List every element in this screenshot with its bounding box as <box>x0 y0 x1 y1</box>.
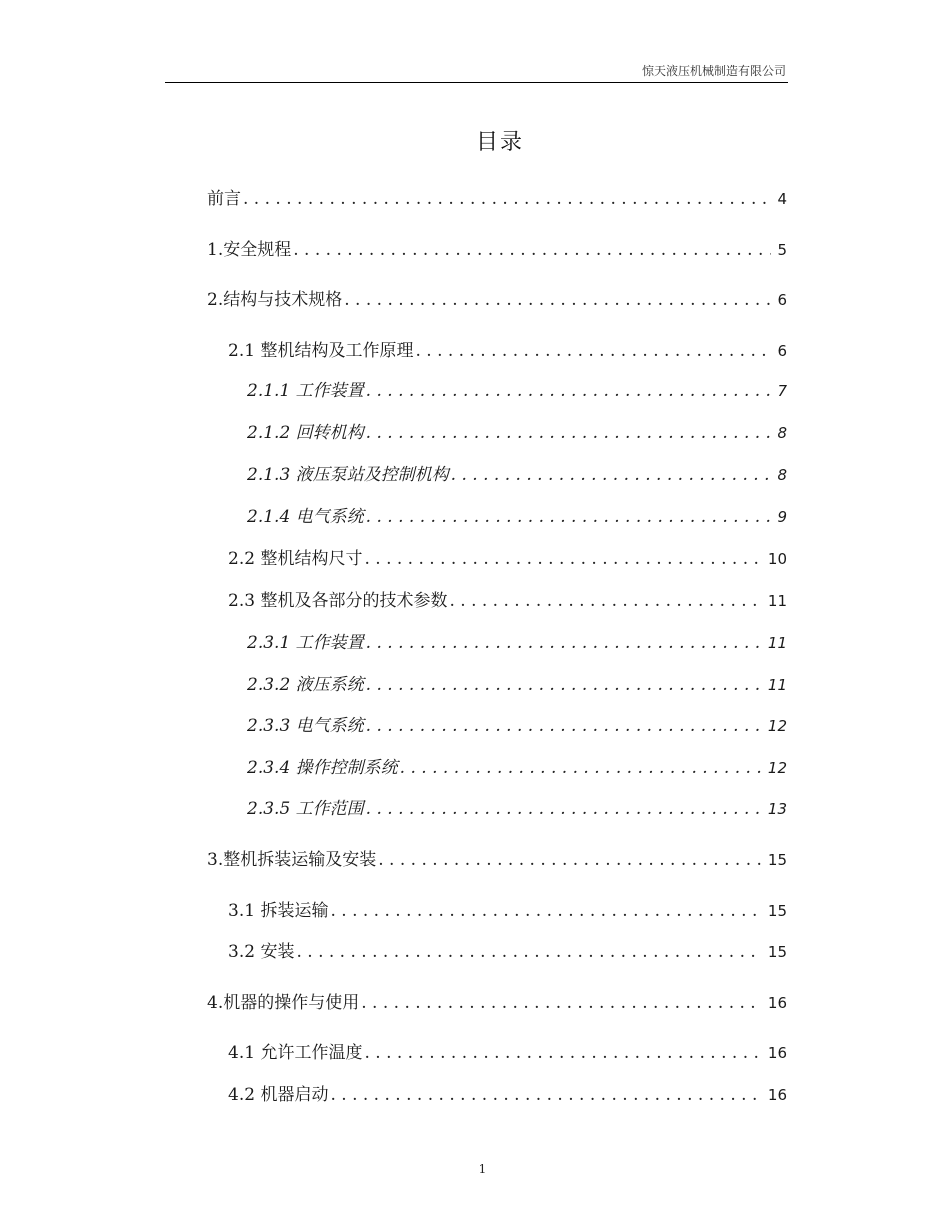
toc-entry-label: 4.1 允许工作温度 <box>228 1043 363 1063</box>
toc-entry-page: 15 <box>767 902 787 920</box>
toc-entry-2-3-5[interactable] <box>247 796 787 822</box>
dot-leader <box>366 713 762 739</box>
toc-entry-label: 1.安全规程 <box>207 240 292 260</box>
toc-entry-4-2[interactable] <box>228 1082 787 1108</box>
dot-leader <box>366 672 762 698</box>
toc-entry-label: 2.2 整机结构尺寸 <box>228 549 363 569</box>
toc-entry-label: 2.3.5 工作范围 <box>247 799 364 819</box>
dot-leader <box>296 939 761 965</box>
toc-title: 目录 <box>475 130 524 155</box>
page-number: 1 <box>478 1162 487 1176</box>
toc-entry-page: 13 <box>767 800 787 818</box>
toc-entry-4-1[interactable] <box>228 1040 787 1066</box>
toc-entry-label: 2.1.1 工作装置 <box>247 381 364 401</box>
toc-entry-2-3-3[interactable] <box>247 713 787 739</box>
toc-entry-page: 12 <box>767 717 787 735</box>
toc-entry-page: 16 <box>767 994 787 1012</box>
toc-entry-label: 2.1.3 液压泵站及控制机构 <box>247 465 449 485</box>
dot-leader <box>366 504 772 530</box>
toc-entry-page: 11 <box>767 676 787 694</box>
toc-entry-page: 7 <box>777 382 787 400</box>
toc-entry-page: 16 <box>767 1044 787 1062</box>
toc-entry-3-1[interactable] <box>228 898 787 924</box>
dot-leader <box>366 378 772 404</box>
toc-entry-page: 6 <box>777 291 787 309</box>
toc-entry-2-3[interactable] <box>228 588 787 614</box>
dot-leader <box>344 287 771 313</box>
toc-entry-label: 2.3.3 电气系统 <box>247 716 364 736</box>
dot-leader <box>451 462 772 488</box>
dot-leader <box>330 898 761 924</box>
toc-entry-label: 4.机器的操作与使用 <box>207 993 360 1013</box>
toc-entry-label: 2.1.2 回转机构 <box>247 423 364 443</box>
dot-leader <box>243 186 771 212</box>
toc-entry-page: 15 <box>767 943 787 961</box>
toc-entry-2-3-4[interactable] <box>247 755 787 781</box>
toc-entry-label: 2.3.4 操作控制系统 <box>247 758 398 778</box>
toc-entry-label: 2.1.4 电气系统 <box>247 507 364 527</box>
toc-entry-page: 11 <box>767 634 787 652</box>
toc-entry-preface[interactable] <box>207 186 787 212</box>
dot-leader <box>449 588 761 614</box>
toc-entry-label: 3.1 拆装运输 <box>228 901 329 921</box>
toc-entry-page: 10 <box>767 550 787 568</box>
company-name: 惊天液压机械制造有限公司 <box>641 64 786 78</box>
dot-leader <box>415 338 771 364</box>
dot-leader <box>366 796 762 822</box>
toc-entry-label: 2.1 整机结构及工作原理 <box>228 341 414 361</box>
dot-leader <box>330 1082 761 1108</box>
toc-entry-label: 2.结构与技术规格 <box>207 290 343 310</box>
toc-entry-label: 2.3 整机及各部分的技术参数 <box>228 591 448 611</box>
toc-entry-page: 8 <box>777 466 787 484</box>
toc-entry-2-1-2[interactable] <box>247 420 787 446</box>
toc-entry-1[interactable] <box>207 237 787 263</box>
dot-leader <box>364 546 761 572</box>
toc-entry-label: 4.2 机器启动 <box>228 1085 329 1105</box>
toc-entry-label: 前言 <box>207 189 241 209</box>
toc-entry-page: 5 <box>777 241 787 259</box>
toc-entry-page: 11 <box>767 592 787 610</box>
dot-leader <box>364 1040 761 1066</box>
dot-leader <box>366 420 772 446</box>
toc-entry-2-3-2[interactable] <box>247 672 787 698</box>
toc-entry-page: 4 <box>777 190 787 208</box>
toc-entry-4[interactable] <box>207 990 787 1016</box>
dot-leader <box>293 237 771 263</box>
toc-entry-page: 16 <box>767 1086 787 1104</box>
toc-entry-page: 8 <box>777 424 787 442</box>
toc-entry-page: 6 <box>777 342 787 360</box>
toc-entry-2-1-3[interactable] <box>247 462 787 488</box>
dot-leader <box>361 990 762 1016</box>
toc-entry-page: 15 <box>767 851 787 869</box>
dot-leader <box>400 755 762 781</box>
toc-entry-3[interactable] <box>207 847 787 873</box>
dot-leader <box>366 630 762 656</box>
toc-entry-3-2[interactable] <box>228 939 787 965</box>
toc-entry-label: 3.整机拆装运输及安装 <box>207 850 377 870</box>
toc-entry-2[interactable] <box>207 287 787 313</box>
toc-entry-label: 3.2 安装 <box>228 942 295 962</box>
toc-entry-2-3-1[interactable] <box>247 630 787 656</box>
toc-entry-2-1-1[interactable] <box>247 378 787 404</box>
dot-leader <box>378 847 762 873</box>
toc-entry-2-1[interactable] <box>228 338 787 364</box>
toc-entry-label: 2.3.2 液压系统 <box>247 675 364 695</box>
toc-entry-label: 2.3.1 工作装置 <box>247 633 364 653</box>
toc-entry-2-2[interactable] <box>228 546 787 572</box>
toc-entry-2-1-4[interactable] <box>247 504 787 530</box>
toc-entry-page: 12 <box>767 759 787 777</box>
toc-entry-page: 9 <box>777 508 787 526</box>
